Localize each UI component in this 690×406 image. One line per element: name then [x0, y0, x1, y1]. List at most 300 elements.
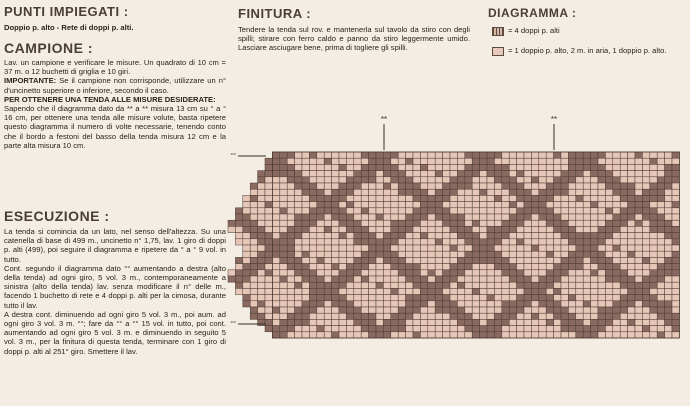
diagram-cell [568, 264, 575, 270]
diagram-cell [295, 171, 302, 177]
diagram-cell [398, 288, 405, 294]
diagram-cell [391, 152, 398, 158]
diagram-cell [420, 171, 427, 177]
diagram-cell [650, 214, 657, 220]
diagram-cell [487, 319, 494, 325]
diagram-cell [324, 177, 331, 183]
diagram-cell [472, 313, 479, 319]
diagram-cell [443, 307, 450, 313]
diagram-cell [317, 332, 324, 338]
diagram-cell [243, 220, 250, 226]
diagram-cell [517, 295, 524, 301]
diagram-cell [450, 164, 457, 170]
diagram-cell [472, 257, 479, 263]
diagram-cell [561, 301, 568, 307]
diagram-cell [420, 313, 427, 319]
diagram-cell [509, 245, 516, 251]
diagram-cell [369, 183, 376, 189]
diagram-cell [420, 319, 427, 325]
diagram-cell [561, 177, 568, 183]
diagram-cell [568, 319, 575, 325]
diagram-cell [502, 288, 509, 294]
diagram-cell [517, 226, 524, 232]
diagram-cell [539, 326, 546, 332]
diagram-cell [591, 239, 598, 245]
diagram-cell [287, 202, 294, 208]
diagram-cell [657, 171, 664, 177]
diagram-cell [346, 295, 353, 301]
diagram-cell [635, 257, 642, 263]
diagram-cell [628, 208, 635, 214]
diagram-cell [413, 239, 420, 245]
diagram-cell [539, 257, 546, 263]
diagram-cell [480, 208, 487, 214]
diagram-cell [287, 319, 294, 325]
diagram-cell [472, 189, 479, 195]
diagram-cell [576, 313, 583, 319]
diagram-cell [524, 301, 531, 307]
diagram-cell [280, 208, 287, 214]
diagram-cell [317, 171, 324, 177]
diagram-cell [524, 251, 531, 257]
diagram-cell [546, 319, 553, 325]
diagram-cell [309, 220, 316, 226]
diagram-cell [443, 276, 450, 282]
diagram-cell [635, 152, 642, 158]
diagram-cell [287, 164, 294, 170]
diagram-cell [369, 177, 376, 183]
diagram-cell [628, 245, 635, 251]
diagram-cell [531, 183, 538, 189]
diagram-cell [620, 239, 627, 245]
diagram-cell [524, 264, 531, 270]
diagram-cell [628, 183, 635, 189]
diagram-cell [554, 332, 561, 338]
diagram-cell [620, 326, 627, 332]
diagram-cell [672, 189, 679, 195]
diagram-cell [613, 264, 620, 270]
diagram-cell [613, 276, 620, 282]
diagram-cell [620, 295, 627, 301]
diagram-cell [672, 288, 679, 294]
diagram-cell [531, 257, 538, 263]
diagram-cell [339, 295, 346, 301]
diagram-cell [642, 270, 649, 276]
diagram-cell [568, 326, 575, 332]
diagram-cell [383, 326, 390, 332]
diagram-cell [524, 270, 531, 276]
diagram-cell [554, 233, 561, 239]
diagram-cell [487, 301, 494, 307]
diagram-cell [398, 189, 405, 195]
diagram-cell [524, 332, 531, 338]
diagram-cell [398, 301, 405, 307]
diagram-cell [457, 282, 464, 288]
diagram-cell [613, 257, 620, 263]
diagram-cell [576, 239, 583, 245]
diagram-cell [620, 220, 627, 226]
diagram-cell [591, 214, 598, 220]
diagram-cell [339, 214, 346, 220]
diagram-cell [480, 177, 487, 183]
diagram-cell [628, 276, 635, 282]
diagram-cell [428, 208, 435, 214]
diagram-cell [376, 313, 383, 319]
diagram-cell [435, 295, 442, 301]
diagram-cell [243, 288, 250, 294]
diagram-cell [576, 307, 583, 313]
diagram-cell [287, 226, 294, 232]
diagram-cell [509, 313, 516, 319]
diagram-cell [628, 301, 635, 307]
diagram-cell [605, 202, 612, 208]
diagram-cell [472, 264, 479, 270]
diagram-cell [465, 251, 472, 257]
diagram-cell [502, 171, 509, 177]
diagram-cell [554, 295, 561, 301]
diagram-cell [383, 152, 390, 158]
diagram-cell [657, 326, 664, 332]
diagram-cell [531, 189, 538, 195]
diagram-cell [450, 332, 457, 338]
diagram-cell [376, 202, 383, 208]
diagram-cell [472, 226, 479, 232]
diagram-cell [554, 214, 561, 220]
diagram-cell [339, 183, 346, 189]
diagram-cell [561, 158, 568, 164]
diagram-cell [554, 152, 561, 158]
diagram-cell [502, 195, 509, 201]
diagram-cell [591, 245, 598, 251]
diagram-cell [613, 288, 620, 294]
diagram-cell [457, 307, 464, 313]
diagram-cell [620, 319, 627, 325]
diagram-cell [546, 245, 553, 251]
diagram-cell [635, 264, 642, 270]
diagram-cell [443, 202, 450, 208]
diagram-cell [354, 158, 361, 164]
diagram-cell [628, 313, 635, 319]
diagram-cell [642, 158, 649, 164]
diagram-cell [258, 214, 265, 220]
diagram-cell [413, 226, 420, 232]
diagram-cell [613, 301, 620, 307]
diagram-cell [435, 326, 442, 332]
diagram-cell [465, 301, 472, 307]
diagram-cell [406, 158, 413, 164]
diagram-cell [258, 319, 265, 325]
diagram-cell [509, 208, 516, 214]
diagram-cell [354, 326, 361, 332]
diagram-cell [517, 301, 524, 307]
diagram-cell [465, 195, 472, 201]
diagram-cell [665, 214, 672, 220]
diagram-cell [287, 171, 294, 177]
diagram-cell [665, 251, 672, 257]
diagram-cell [391, 177, 398, 183]
diagram-cell [605, 264, 612, 270]
diagram-cell [317, 189, 324, 195]
diagram-cell [517, 257, 524, 263]
diagram-cell [524, 326, 531, 332]
diagram-cell [494, 158, 501, 164]
diagram-cell [361, 288, 368, 294]
diagram-cell [309, 270, 316, 276]
diagram-cell [339, 270, 346, 276]
diagram-cell [635, 208, 642, 214]
diagram-cell [391, 171, 398, 177]
diagram-cell [546, 326, 553, 332]
diagram-cell [339, 251, 346, 257]
diagram-cell [295, 251, 302, 257]
diagram-cell [250, 183, 257, 189]
diagram-cell [554, 239, 561, 245]
diagram-cell [354, 307, 361, 313]
diagram-cell [576, 257, 583, 263]
diagram-cell [568, 245, 575, 251]
diagram-cell [576, 282, 583, 288]
diagram-cell [450, 270, 457, 276]
diagram-cell [457, 245, 464, 251]
diagram-cell [635, 220, 642, 226]
diagram-cell [642, 264, 649, 270]
diagram-cell [539, 288, 546, 294]
diagram-cell [561, 152, 568, 158]
diagram-cell [509, 171, 516, 177]
diagram-cell [391, 158, 398, 164]
diagram-cell [309, 239, 316, 245]
diagram-cell [383, 177, 390, 183]
diagram-cell [339, 313, 346, 319]
diagram-grid [228, 152, 679, 338]
diagram-cell [531, 270, 538, 276]
diagram-cell [317, 202, 324, 208]
diagram-cell [576, 226, 583, 232]
diagram-cell [272, 264, 279, 270]
diagram-cell [531, 202, 538, 208]
diagram-cell [383, 251, 390, 257]
diagram-cell [317, 245, 324, 251]
diagram-cell [443, 319, 450, 325]
diagram-cell [272, 288, 279, 294]
diagram-cell [583, 164, 590, 170]
diagram-cell [480, 171, 487, 177]
diagram-cell [361, 239, 368, 245]
diagram-cell [665, 282, 672, 288]
diagram-cell [628, 177, 635, 183]
diagram-cell [524, 214, 531, 220]
diagram-cell [480, 270, 487, 276]
diagram-cell [620, 226, 627, 232]
diagram-cell [398, 282, 405, 288]
diagram-cell [517, 189, 524, 195]
diagram-cell [561, 214, 568, 220]
diagram-cell [583, 319, 590, 325]
diagram-cell [258, 177, 265, 183]
diagram-cell [650, 288, 657, 294]
diagram-cell [531, 226, 538, 232]
diagram-cell [324, 332, 331, 338]
diagram-cell [302, 152, 309, 158]
diagram-cell [443, 288, 450, 294]
diagram-cell [657, 233, 664, 239]
diagram-cell [435, 195, 442, 201]
diagram-cell [243, 195, 250, 201]
diagram-cell [657, 208, 664, 214]
diagram-cell [280, 189, 287, 195]
diagram-cell [568, 158, 575, 164]
diagram-cell [391, 282, 398, 288]
diagram-cell [324, 282, 331, 288]
diagram-cell [383, 239, 390, 245]
diagram-cell [650, 332, 657, 338]
diagram-cell [598, 195, 605, 201]
diagram-cell [406, 202, 413, 208]
diagram-cell [561, 171, 568, 177]
diagram-cell [598, 183, 605, 189]
diagram-cell [398, 152, 405, 158]
diagram-cell [628, 171, 635, 177]
diagram-cell [309, 177, 316, 183]
diagram-cell [361, 220, 368, 226]
diagram-cell [531, 264, 538, 270]
diagram-cell [635, 202, 642, 208]
diagram-cell [309, 276, 316, 282]
finitura-title: FINITURA : [238, 6, 312, 21]
diagram-cell [302, 313, 309, 319]
diagram-cell [354, 301, 361, 307]
diagram-cell [287, 251, 294, 257]
diagram-cell [665, 195, 672, 201]
diagram-cell [613, 332, 620, 338]
diagram-cell [583, 264, 590, 270]
diagram-cell [332, 152, 339, 158]
diagram-cell [554, 270, 561, 276]
diagram-cell [457, 270, 464, 276]
diagram-cell [295, 152, 302, 158]
punti-subtitle: Doppio p. alto - Rete di doppi p. alti. [4, 23, 134, 32]
diagram-cell [250, 264, 257, 270]
diagram-cell [346, 202, 353, 208]
diagram-cell [576, 164, 583, 170]
diagram-cell [250, 251, 257, 257]
diagram-cell [391, 313, 398, 319]
diagram-cell [450, 282, 457, 288]
diagram-cell [398, 307, 405, 313]
diagram-cell [539, 239, 546, 245]
diagram-cell [302, 177, 309, 183]
diagram-cell [502, 326, 509, 332]
diagram-cell [265, 313, 272, 319]
diagram-cell [435, 152, 442, 158]
diagram-cell [672, 202, 679, 208]
diagram-cell [591, 183, 598, 189]
diagram-cell [517, 158, 524, 164]
diagram-cell [258, 226, 265, 232]
diagram-cell [406, 195, 413, 201]
diagram-cell [457, 189, 464, 195]
diagram-cell [472, 158, 479, 164]
diagram-cell [309, 319, 316, 325]
diagram-cell [243, 257, 250, 263]
diagram-cell [369, 332, 376, 338]
diagram-cell [665, 202, 672, 208]
diagram-cell [435, 177, 442, 183]
diagram-cell [620, 257, 627, 263]
diagram-cell [250, 239, 257, 245]
diagram-cell [583, 233, 590, 239]
diagram-cell [346, 319, 353, 325]
diagram-cell [665, 226, 672, 232]
diagram-cell [450, 326, 457, 332]
diagram-cell [391, 214, 398, 220]
diagram-cell [509, 264, 516, 270]
diagram-cell [398, 202, 405, 208]
diagram-cell [324, 276, 331, 282]
diagram-cell [302, 164, 309, 170]
diagram-cell [443, 183, 450, 189]
diagram-cell [280, 152, 287, 158]
diagram-cell [428, 233, 435, 239]
diagram-cell [642, 164, 649, 170]
diagram-cell [635, 164, 642, 170]
diagram-cell [605, 319, 612, 325]
diagram-cell [539, 208, 546, 214]
diagram-cell [494, 164, 501, 170]
diagram-cell [561, 264, 568, 270]
diagram-cell [509, 301, 516, 307]
diagram-cell [406, 257, 413, 263]
diagram-cell [502, 164, 509, 170]
diagram-cell [524, 319, 531, 325]
diagram-cell [628, 226, 635, 232]
diagram-cell [258, 251, 265, 257]
diagram-cell [250, 282, 257, 288]
diagram-cell [554, 307, 561, 313]
diagram-cell [376, 239, 383, 245]
diagram-cell [420, 202, 427, 208]
diagram-cell [406, 251, 413, 257]
diagram-cell [280, 257, 287, 263]
diagram-cell [598, 202, 605, 208]
diagram-cell [480, 295, 487, 301]
diagram-cell [332, 164, 339, 170]
diagram-cell [554, 288, 561, 294]
diagram-cell [546, 164, 553, 170]
diagram-cell [272, 245, 279, 251]
diagram-cell [591, 233, 598, 239]
diagram-cell [561, 313, 568, 319]
diagram-cell [591, 195, 598, 201]
diagram-cell [576, 264, 583, 270]
diagram-cell [598, 158, 605, 164]
diagram-cell [613, 152, 620, 158]
diagram-cell [398, 313, 405, 319]
diagram-cell [324, 226, 331, 232]
diagram-cell [642, 239, 649, 245]
diagram-cell [339, 288, 346, 294]
diagram-cell [435, 301, 442, 307]
diagram-cell [672, 257, 679, 263]
diagram-cell [398, 226, 405, 232]
diagram-cell [265, 245, 272, 251]
diagram-cell [509, 257, 516, 263]
diagram-cell [280, 214, 287, 220]
diagram-cell [591, 164, 598, 170]
diagram-cell [642, 295, 649, 301]
diagram-cell [235, 233, 242, 239]
diagram-cell [583, 313, 590, 319]
